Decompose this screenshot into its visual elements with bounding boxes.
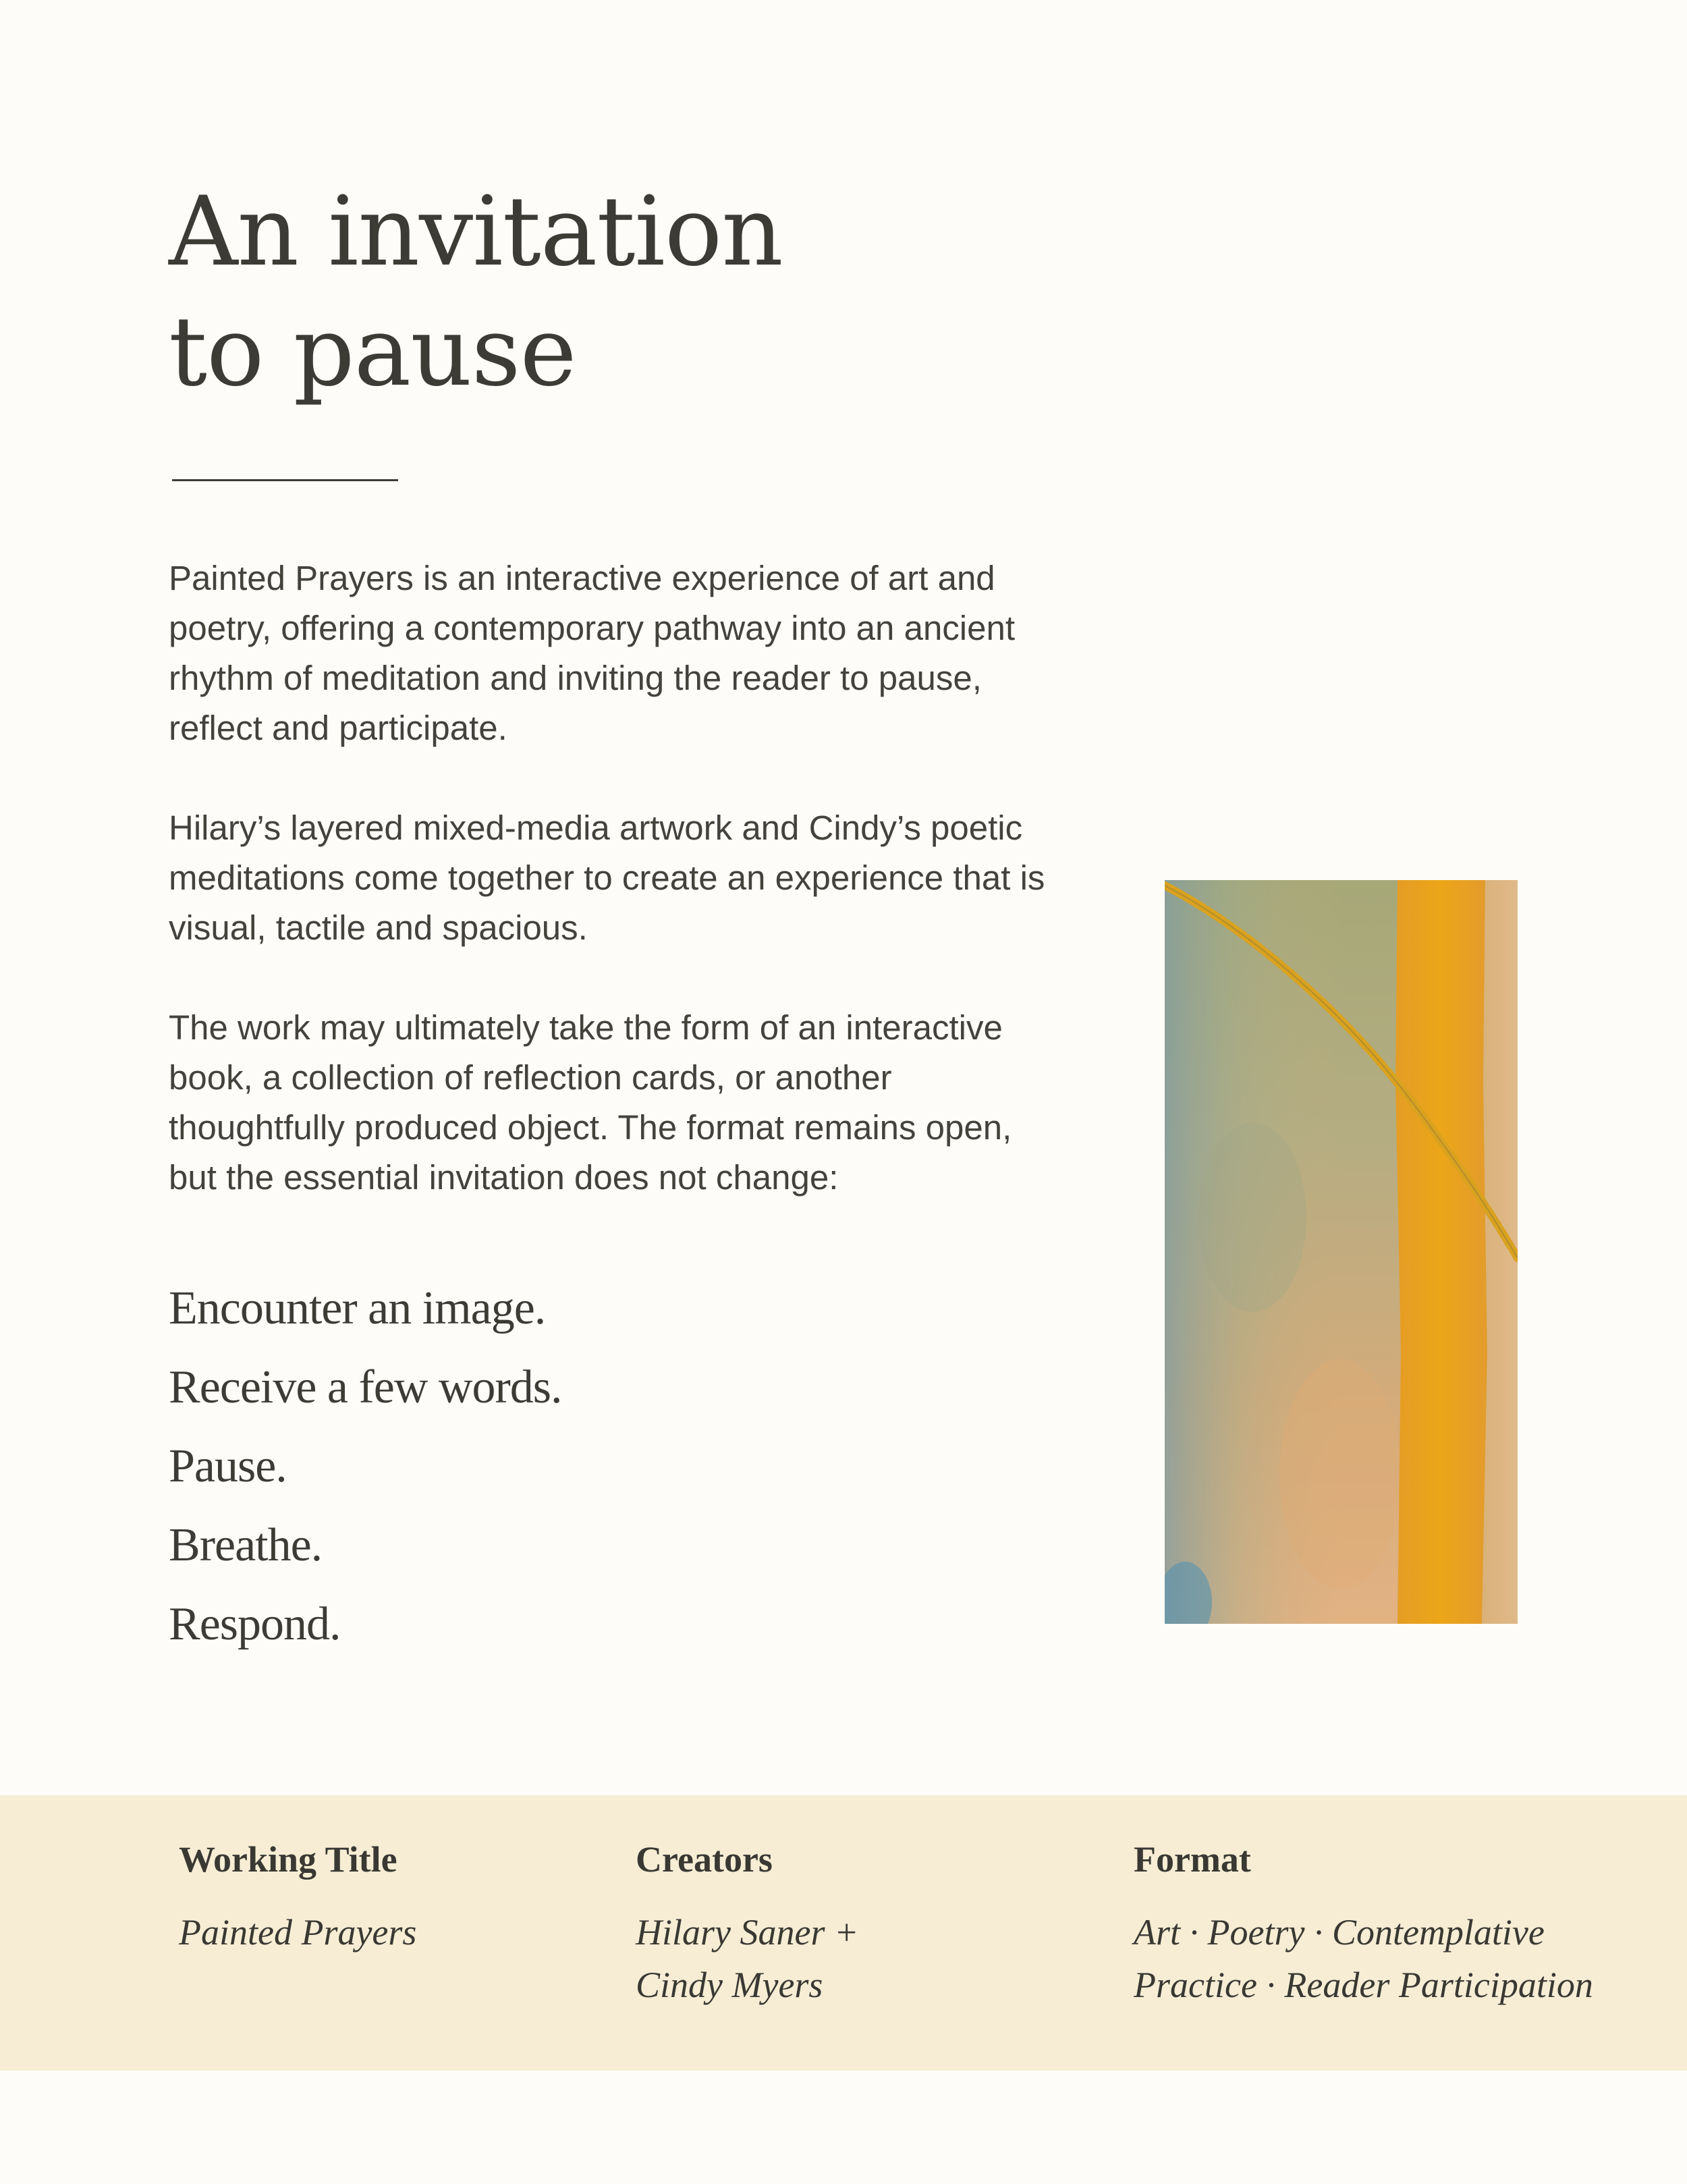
working-title-label: Working Title xyxy=(179,1839,397,1880)
format-value xyxy=(1134,1906,1593,2011)
step-encounter: Encounter an image. xyxy=(169,1282,546,1334)
paragraph-collaboration: Hilary’s layered mixed-media artwork and Cindy’s poetic meditations come together to create an experience that is visual, tactile and spacious. xyxy=(169,809,1045,947)
step-respond: Respond. xyxy=(169,1598,341,1650)
paragraph-intro: Painted Prayers is an interactive experience of art and poetry, offering a contemporary pathway into an ancient rhythm of meditation and inviting the reader to pause, reflect and participate. xyxy=(169,559,1016,747)
paragraph-format: The work may ultimately take the form of an interactive book, a collection of reflection cards, or another thoughtfully produced object. The format remains open, but the essential invitation does not change: xyxy=(169,1008,1012,1197)
working-title-column xyxy=(179,1836,416,1959)
format-column xyxy=(1134,1836,1593,2011)
working-title-value: Painted Prayers xyxy=(179,1912,417,1953)
format-label: Format xyxy=(1134,1839,1251,1880)
creators-value xyxy=(636,1906,858,2011)
creators-line-1: Hilary Saner + xyxy=(636,1912,859,1953)
page-title xyxy=(169,172,783,412)
intro-text xyxy=(169,553,1066,1253)
title-line-1: An invitation xyxy=(169,176,783,288)
format-line-1: Art · Poetry · Contemplative xyxy=(1134,1912,1545,1953)
project-info-band xyxy=(0,1795,1687,2071)
step-receive: Receive a few words. xyxy=(169,1361,562,1413)
creators-label: Creators xyxy=(636,1839,773,1880)
creators-line-2: Cindy Myers xyxy=(636,1965,823,2005)
step-breathe: Breathe. xyxy=(169,1519,323,1571)
step-pause: Pause. xyxy=(169,1440,287,1492)
format-line-2: Practice · Reader Participation xyxy=(1134,1965,1593,2005)
invitation-steps xyxy=(169,1269,562,1664)
title-divider xyxy=(172,479,398,481)
artwork-image xyxy=(1165,880,1518,1624)
creators-column xyxy=(636,1836,858,2011)
title-line-2: to pause xyxy=(169,296,576,408)
